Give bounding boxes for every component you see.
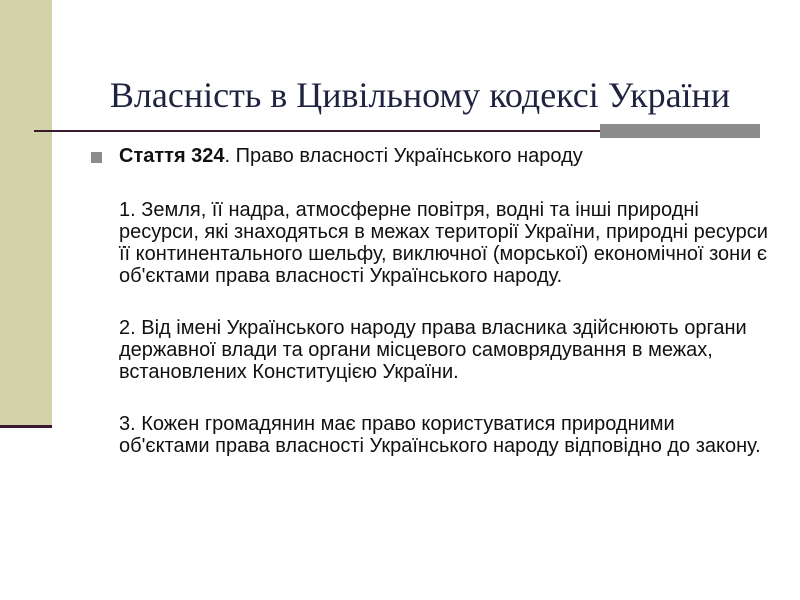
square-bullet-icon [91,152,102,163]
slide-title: Власність в Цивільному кодексі України [109,75,731,115]
article-label: Стаття 324 [119,145,225,167]
paragraph-1: 1. Земля, її надра, атмосферне повітря, водні та інші природні ресурси, які знаходяться в межах території України, природні ресурси її континентального шельфу, виключної (морської) економічної зони є об'єктами права власності Українського народу. [119,199,768,287]
left-decor-bar [0,0,52,428]
title-accent-bar [600,124,760,138]
article-heading: . Право власності Українського народу [224,145,583,167]
bullet-item-article [88,145,768,167]
slide-content [88,145,768,457]
paragraph-2: 2. Від імені Українського народу права власника здійснюють органи державної влади та органи місцевого самоврядування в межах, встановлених Конституцією України. [119,317,747,383]
paragraph-3: 3. Кожен громадянин має право користуватися природними об'єктами права власності Українського народу відповідно до закону. [119,413,761,457]
left-decor-line [0,425,52,428]
